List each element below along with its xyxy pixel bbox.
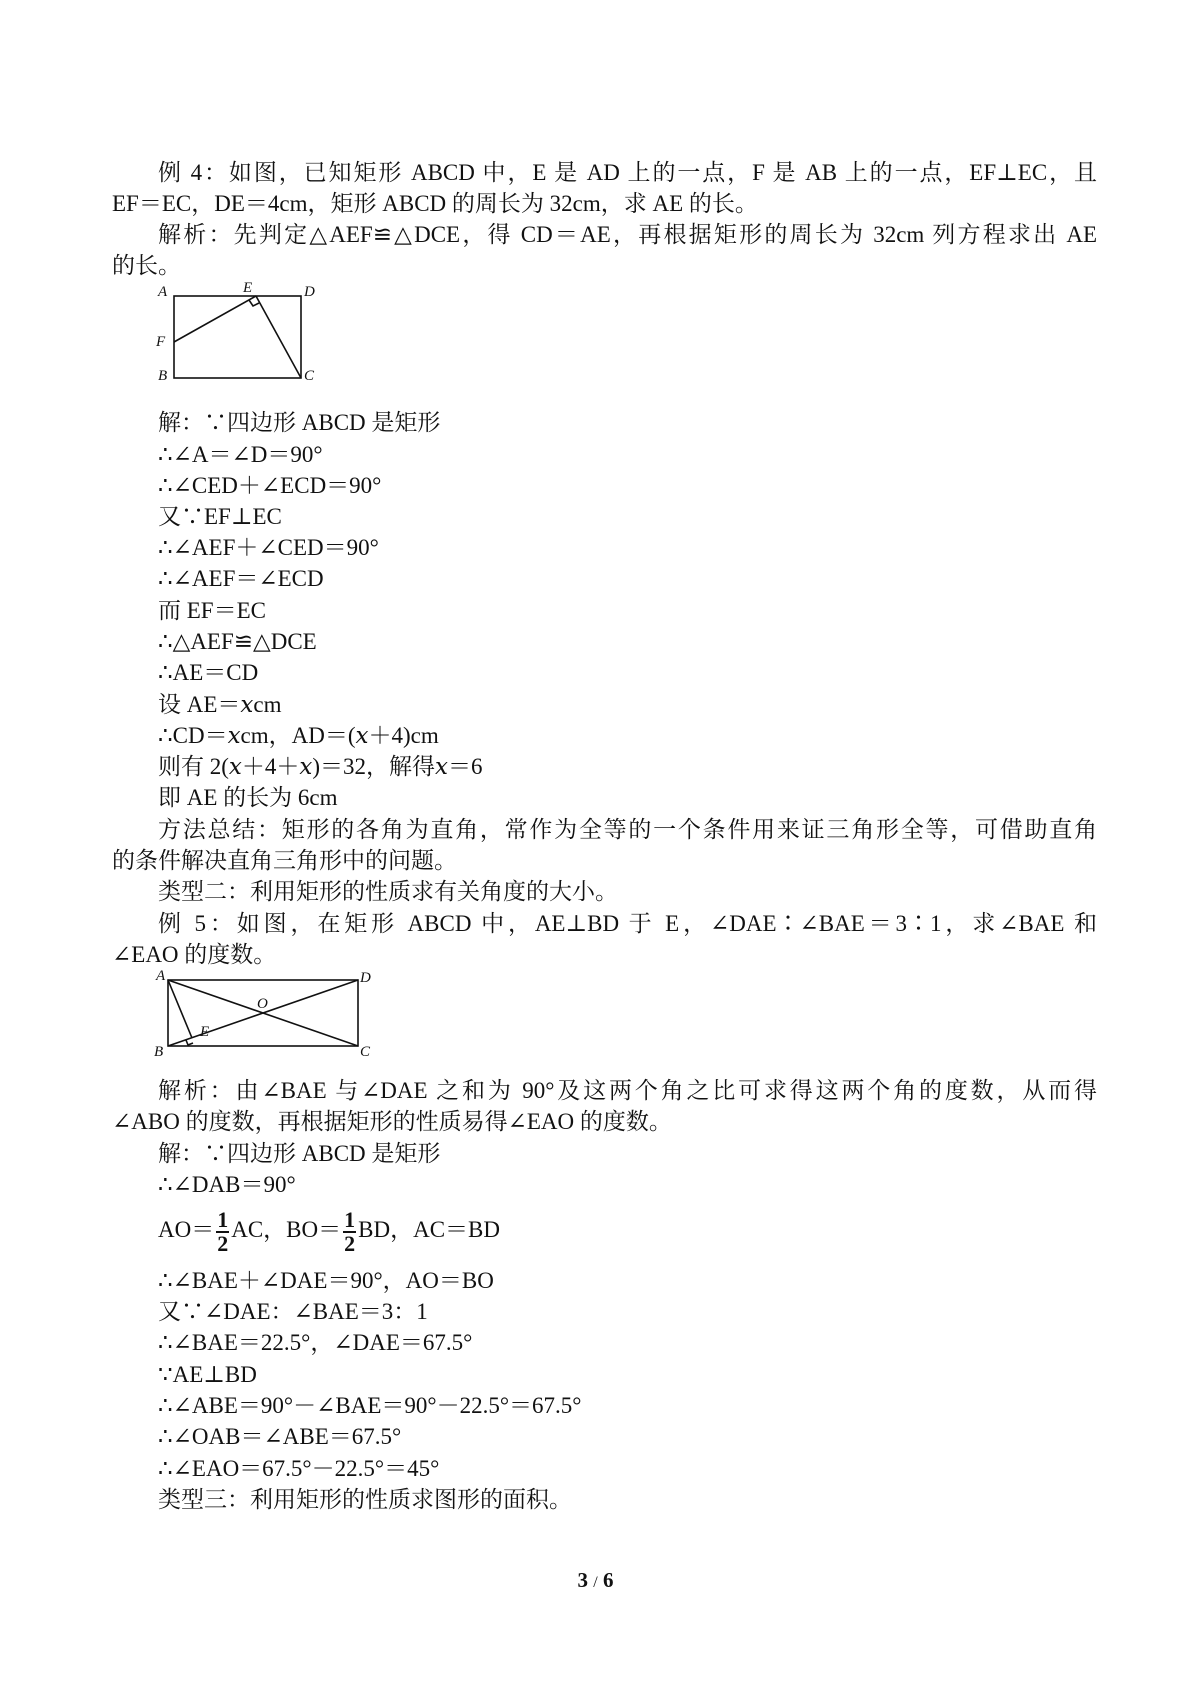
analysis5-line2: ∠ABO 的度数，再根据矩形的性质易得∠EAO 的度数。 [112,1109,672,1134]
page-number [0,1568,1191,1593]
rectangle-abcd [174,296,301,378]
solution4-line5: ∴∠AEF＋∠CED＝90° [158,535,379,560]
fraction-denominator: 2 [217,1230,229,1256]
example5-line1: 例 5：如图，在矩形 ABCD 中，AE⊥BD 于 E，∠DAE∶∠BAE＝3∶1，求∠BAE 和 [158,911,1097,936]
solution4-line13: 即 AE 的长为 6cm [158,785,338,810]
label-b: B [154,1044,164,1058]
analysis5-line1: 解析：由∠BAE 与∠DAE 之和为 90°及这两个角之比可求得这两个角的度数，从而得 [158,1078,1097,1103]
solution4-line11: ∴CD＝𝑥cm，AD＝(𝑥＋4)cm [158,723,439,748]
example5-line2: ∠EAO 的度数。 [112,942,277,967]
label-o: O [257,996,268,1012]
type2-heading: 类型二：利用矩形的性质求有关角度的大小。 [158,879,618,904]
segment-ae [168,980,192,1038]
segment-fe [174,296,256,342]
solution4-line9: ∴AE＝CD [158,660,259,685]
right-angle-mark-e [249,300,259,306]
label-a: A [158,284,168,300]
analysis4-line2: 的长。 [112,253,181,278]
fraction-numerator: 1 [344,1206,356,1232]
label-f: F [156,334,166,350]
fraction-one-half [216,1206,229,1256]
label-c: C [360,1044,371,1058]
segment-ec [256,296,301,378]
solution4-line7: 而 EF＝EC [158,598,266,623]
solution5-fraction-line [158,1206,1143,1258]
solution4-line8: ∴△AEF≌△DCE [158,629,317,654]
fraction-line-part3: BD，AC＝BD [358,1217,500,1242]
example4-line2: EF＝EC，DE＝4cm，矩形 ABCD 的周长为 32cm，求 AE 的长。 [112,191,758,216]
right-angle-mark-e [186,1040,193,1045]
solution4-line12: 则有 2(𝑥＋4＋𝑥)＝32，解得𝑥＝6 [158,754,483,779]
solution4-line6: ∴∠AEF＝∠ECD [158,566,324,591]
solution5-line4: ∴∠BAE＋∠DAE＝90°，AO＝BO [158,1268,494,1293]
solution5-line8: ∴∠ABE＝90°－∠BAE＝90°－22.5°＝67.5° [158,1393,582,1418]
example4-line1: 例 4：如图，已知矩形 ABCD 中，E 是 AD 上的一点，F 是 AB 上的一点，EF⊥EC，且 [158,160,1097,185]
fraction-numerator: 1 [217,1206,229,1232]
solution5-line7: ∵AE⊥BD [158,1362,257,1387]
fraction-line-part2: AC，BO＝ [231,1217,342,1242]
label-d: D [360,970,371,986]
label-d: D [304,284,315,300]
solution4-line1: 解：∵四边形 ABCD 是矩形 [158,410,441,435]
current-page: 3 [577,1568,589,1592]
label-b: B [158,368,168,380]
total-pages: 6 [602,1568,614,1592]
solution4-line4: 又∵EF⊥EC [158,504,282,529]
label-a: A [156,968,166,984]
figure-rectangle-abcd-diagonals [150,968,380,1058]
solution5-line1: 解：∵四边形 ABCD 是矩形 [158,1141,441,1166]
solution4-line2: ∴∠A＝∠D＝90° [158,442,323,467]
label-e: E [200,1024,210,1040]
solution5-line10: ∴∠EAO＝67.5°－22.5°＝45° [158,1456,440,1481]
fraction-one-half [343,1206,356,1256]
analysis4-line1: 解析：先判定△AEF≌△DCE，得 CD＝AE，再根据矩形的周长为 32cm 列方程求出 AE [158,222,1097,247]
fraction-line-part1: AO＝ [158,1217,215,1242]
solution4-line3: ∴∠CED＋∠ECD＝90° [158,473,382,498]
solution5-line2: ∴∠DAB＝90° [158,1172,296,1197]
solution5-line5: 又∵∠DAE：∠BAE＝3：1 [158,1299,428,1324]
solution4-line10: 设 AE＝𝑥cm [158,692,282,717]
figure-rectangle-abcd-ef-ec [150,280,330,380]
label-c: C [304,368,315,380]
summary-line2: 的条件解决直角三角形中的问题。 [112,848,457,873]
page-separator: / [593,1574,598,1591]
summary-line1: 方法总结：矩形的各角为直角，常作为全等的一个条件用来证三角形全等，可借助直角 [158,817,1097,842]
solution5-line6: ∴∠BAE＝22.5°，∠DAE＝67.5° [158,1330,473,1355]
solution5-line9: ∴∠OAB＝∠ABE＝67.5° [158,1424,402,1449]
label-e: E [243,280,253,296]
fraction-denominator: 2 [344,1230,356,1256]
type3-heading: 类型三：利用矩形的性质求图形的面积。 [158,1487,572,1512]
